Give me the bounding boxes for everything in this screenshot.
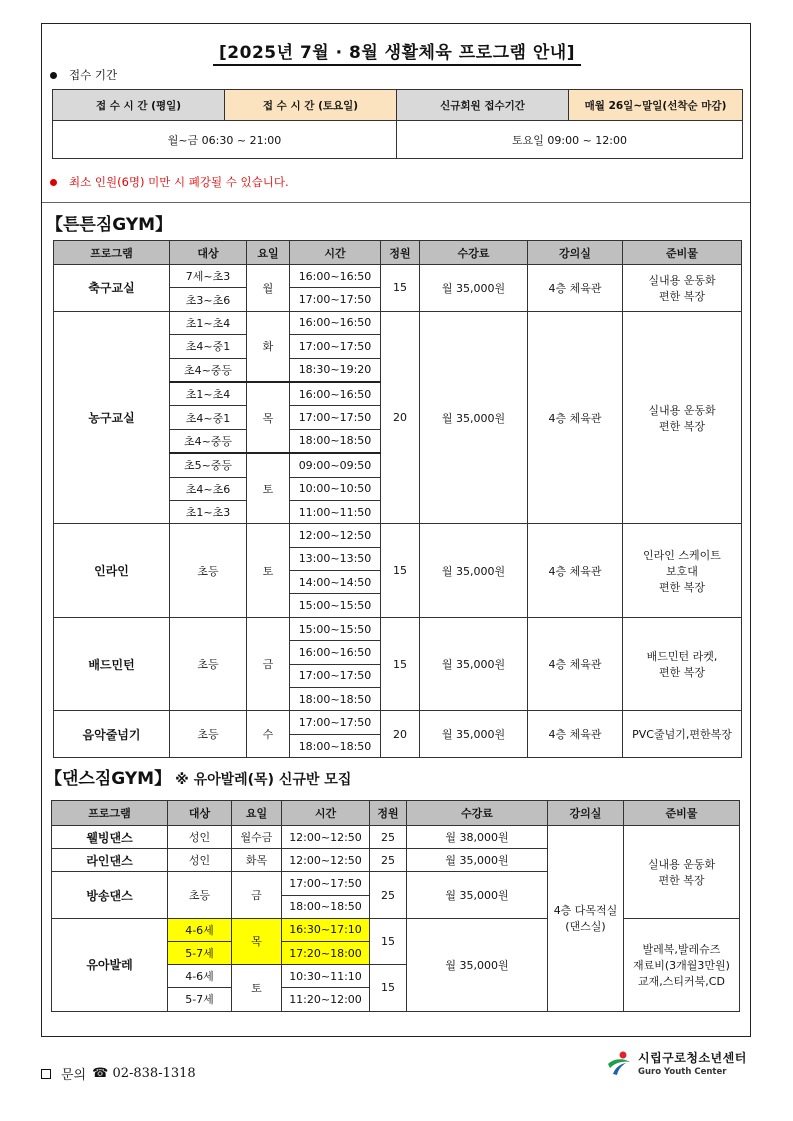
day-cell: 금	[247, 617, 290, 711]
time-cell: 12:00~12:50	[282, 849, 370, 872]
target-cell: 초4~중등	[170, 429, 247, 453]
target-cell: 초등	[170, 711, 247, 758]
gym-section-title: 【튼튼짐GYM】	[46, 215, 173, 235]
capacity-cell: 20	[381, 711, 420, 758]
capacity-cell: 15	[381, 617, 420, 711]
target-cell: 초5~중등	[170, 453, 247, 477]
time-cell: 11:00~11:50	[290, 500, 381, 523]
col-supplies: 준비물	[623, 241, 742, 265]
day-cell: 토	[247, 524, 290, 618]
target-cell: 초3~초6	[170, 288, 247, 311]
target-cell: 초4~중등	[170, 358, 247, 382]
red-bullet-icon	[50, 179, 57, 186]
phone-number: ☎ 02-838-1318	[92, 1066, 196, 1081]
day-cell: 목	[232, 918, 282, 964]
day-cell: 수	[247, 711, 290, 758]
reg-header-saturday: 접 수 시 간 (토요일)	[225, 90, 397, 121]
time-cell: 17:00~17:50	[290, 335, 381, 358]
col-fee: 수강료	[420, 241, 528, 265]
youth-center-logo-icon	[604, 1050, 632, 1076]
dance-section-title: 【댄스짐GYM】 ※ 유아발레(목) 신규반 모집	[45, 769, 352, 789]
time-cell: 18:00~18:50	[290, 688, 381, 711]
col-room: 강의실	[548, 801, 624, 826]
col-target: 대상	[168, 801, 232, 826]
target-cell: 4-6세	[168, 965, 232, 988]
bullet-icon	[50, 72, 57, 79]
time-cell: 17:00~17:50	[290, 406, 381, 429]
table-row	[54, 265, 742, 288]
target-cell: 초4~중1	[170, 406, 247, 429]
target-cell: 초등	[170, 617, 247, 711]
fee-cell: 월 35,000원	[420, 265, 528, 312]
fee-cell: 월 35,000원	[407, 872, 548, 918]
day-cell: 토	[232, 965, 282, 1011]
target-cell: 초등	[168, 872, 232, 918]
target-cell: 초등	[170, 524, 247, 618]
capacity-cell: 25	[370, 872, 407, 918]
target-cell: 5-7세	[168, 988, 232, 1011]
registration-heading: 접수 기간	[50, 67, 117, 83]
time-cell: 17:00~17:50	[282, 872, 370, 895]
min-enrollment-notice: 최소 인원(6명) 미만 시 폐강될 수 있습니다.	[50, 174, 289, 190]
col-capacity: 정원	[370, 801, 407, 826]
fee-cell: 월 35,000원	[407, 918, 548, 1011]
col-room: 강의실	[528, 241, 623, 265]
capacity-cell: 15	[370, 965, 407, 1011]
program-line-dance: 라인댄스	[52, 849, 168, 872]
target-cell: 초1~초3	[170, 500, 247, 523]
supplies-cell: 실내용 운동화 편한 복장	[623, 311, 742, 524]
capacity-cell: 15	[381, 524, 420, 618]
program-badminton: 배드민턴	[54, 617, 170, 711]
supplies-cell: 배드민턴 라켓, 편한 복장	[623, 617, 742, 711]
time-cell: 12:00~12:50	[282, 826, 370, 849]
section-divider	[42, 202, 750, 203]
day-cell: 월수금	[232, 826, 282, 849]
time-cell: 14:00~14:50	[290, 571, 381, 594]
day-cell: 토	[247, 453, 290, 524]
supplies-cell: 실내용 운동화 편한 복장	[624, 826, 740, 919]
fee-cell: 월 38,000원	[407, 826, 548, 849]
col-day: 요일	[247, 241, 290, 265]
program-broadcast-dance: 방송댄스	[52, 872, 168, 918]
capacity-cell: 25	[370, 849, 407, 872]
time-cell: 16:00~16:50	[290, 311, 381, 334]
time-cell: 10:30~11:10	[282, 965, 370, 988]
day-cell: 월	[247, 265, 290, 312]
time-cell: 18:30~19:20	[290, 358, 381, 382]
gym-schedule-table	[53, 240, 742, 758]
target-cell: 5-7세	[168, 941, 232, 964]
day-cell: 화목	[232, 849, 282, 872]
col-time: 시간	[290, 241, 381, 265]
supplies-cell: 실내용 운동화 편한 복장	[623, 265, 742, 312]
time-cell: 18:00~18:50	[290, 429, 381, 453]
time-cell: 10:00~10:50	[290, 477, 381, 500]
time-cell: 16:00~16:50	[290, 641, 381, 664]
table-header-row	[54, 241, 742, 265]
time-cell: 17:20~18:00	[282, 941, 370, 964]
target-cell: 초4~초6	[170, 477, 247, 500]
time-cell: 11:20~12:00	[282, 988, 370, 1011]
time-cell: 18:00~18:50	[290, 734, 381, 757]
fee-cell: 월 35,000원	[420, 311, 528, 524]
time-cell: 16:30~17:10	[282, 918, 370, 941]
col-capacity: 정원	[381, 241, 420, 265]
time-cell: 18:00~18:50	[282, 895, 370, 918]
target-cell: 7세~초3	[170, 265, 247, 288]
reg-header-weekday: 접 수 시 간 (평일)	[53, 90, 225, 121]
table-header-row	[52, 801, 740, 826]
col-fee: 수강료	[407, 801, 548, 826]
col-program: 프로그램	[54, 241, 170, 265]
logo-english-name: Guro Youth Center	[638, 1067, 727, 1077]
target-cell: 4-6세	[168, 918, 232, 941]
center-logo	[604, 1049, 747, 1077]
contact-info: 문의 ☎ 02-838-1318	[41, 1064, 196, 1083]
supplies-cell: 인라인 스케이트 보호대 편한 복장	[623, 524, 742, 618]
time-cell: 15:00~15:50	[290, 617, 381, 640]
room-cell: 4층 체육관	[528, 711, 623, 758]
time-cell: 15:00~15:50	[290, 594, 381, 617]
col-time: 시간	[282, 801, 370, 826]
day-cell: 화	[247, 311, 290, 382]
program-soccer: 축구교실	[54, 265, 170, 312]
reg-saturday-time: 토요일 09:00 ~ 12:00	[397, 121, 743, 159]
program-kids-ballet: 유아발레	[52, 918, 168, 1011]
fee-cell: 월 35,000원	[420, 524, 528, 618]
page-title: [2025년 7월 · 8월 생활체육 프로그램 안내]	[42, 38, 752, 63]
reg-weekday-time: 월~금 06:30 ~ 21:00	[53, 121, 397, 159]
day-cell: 금	[232, 872, 282, 918]
col-day: 요일	[232, 801, 282, 826]
table-row	[54, 711, 742, 734]
fee-cell: 월 35,000원	[420, 711, 528, 758]
time-cell: 16:00~16:50	[290, 382, 381, 406]
room-cell: 4층 다목적실 (댄스실)	[548, 826, 624, 1012]
capacity-cell: 15	[381, 265, 420, 312]
registration-table	[52, 89, 743, 159]
target-cell: 초4~중1	[170, 335, 247, 358]
room-cell: 4층 체육관	[528, 311, 623, 524]
time-cell: 12:00~12:50	[290, 524, 381, 547]
supplies-cell: 발레복,발레슈즈 재료비(3개월3만원) 교재,스티커북,CD	[624, 918, 740, 1011]
time-cell: 17:00~17:50	[290, 664, 381, 687]
capacity-cell: 25	[370, 826, 407, 849]
table-row	[52, 826, 740, 849]
program-basketball: 농구교실	[54, 311, 170, 524]
capacity-cell: 15	[370, 918, 407, 964]
checkbox-square-icon	[41, 1069, 51, 1079]
col-supplies: 준비물	[624, 801, 740, 826]
capacity-cell: 20	[381, 311, 420, 524]
program-jumprope: 음악줄넘기	[54, 711, 170, 758]
table-row	[54, 617, 742, 640]
target-cell: 초1~초4	[170, 311, 247, 334]
col-target: 대상	[170, 241, 247, 265]
table-row	[54, 524, 742, 547]
supplies-cell: PVC줄넘기,편한복장	[623, 711, 742, 758]
fee-cell: 월 35,000원	[407, 849, 548, 872]
program-wellbeing: 웰빙댄스	[52, 826, 168, 849]
day-cell: 목	[247, 382, 290, 453]
room-cell: 4층 체육관	[528, 265, 623, 312]
program-inline: 인라인	[54, 524, 170, 618]
reg-header-new-member: 신규회원 접수기간	[397, 90, 569, 121]
table-row	[52, 918, 740, 941]
time-cell: 09:00~09:50	[290, 453, 381, 477]
fee-cell: 월 35,000원	[420, 617, 528, 711]
target-cell: 성인	[168, 849, 232, 872]
target-cell: 초1~초4	[170, 382, 247, 406]
time-cell: 16:00~16:50	[290, 265, 381, 288]
time-cell: 17:00~17:50	[290, 288, 381, 311]
room-cell: 4층 체육관	[528, 617, 623, 711]
logo-name: 시립구로청소년센터	[638, 1051, 747, 1065]
table-row	[54, 311, 742, 334]
dance-schedule-table	[51, 800, 740, 1012]
reg-header-monthly: 매월 26일~말일(선착순 마감)	[569, 90, 743, 121]
target-cell: 성인	[168, 826, 232, 849]
time-cell: 13:00~13:50	[290, 547, 381, 570]
time-cell: 17:00~17:50	[290, 711, 381, 734]
col-program: 프로그램	[52, 801, 168, 826]
room-cell: 4층 체육관	[528, 524, 623, 618]
